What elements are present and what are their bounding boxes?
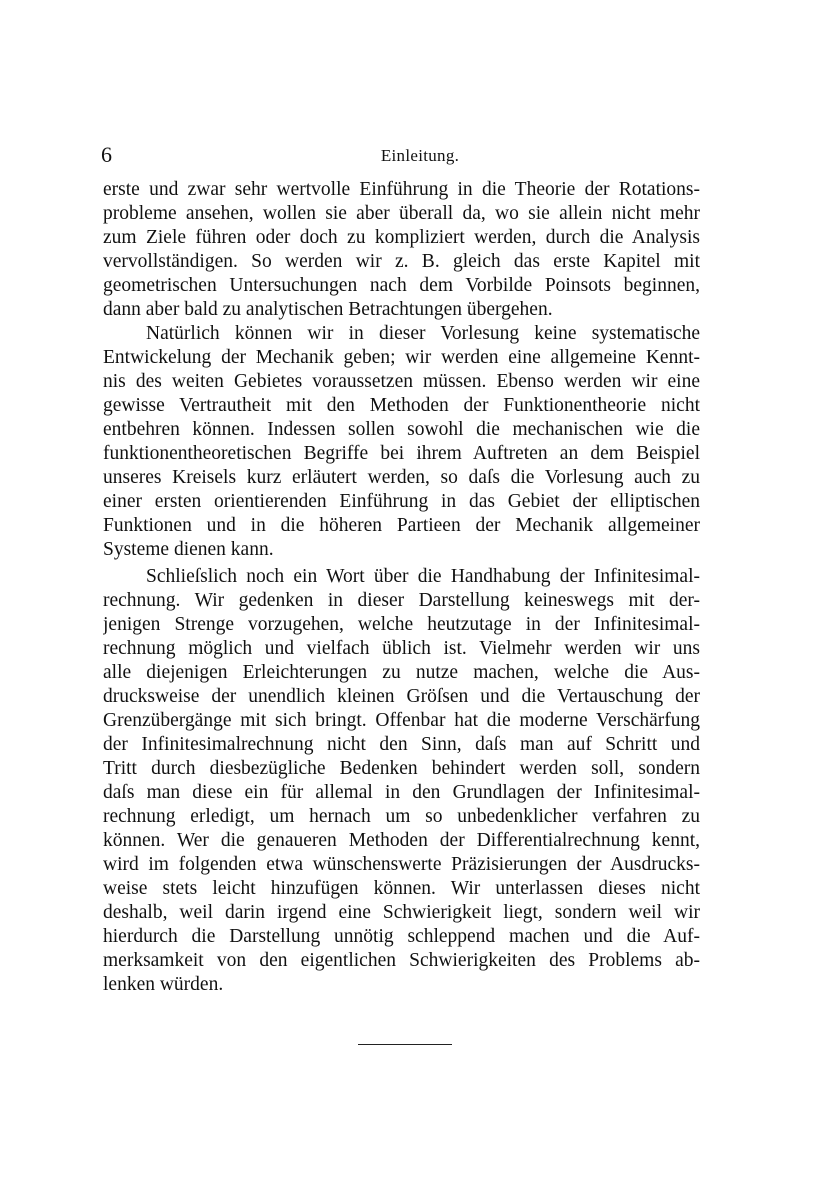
text-line: erste und zwar sehr wertvolle Einführung in die Theorie der Rotations-: [103, 179, 700, 200]
text-line: jenigen Strenge vorzugehen, welche heutzutage in der Infinitesimal-: [103, 614, 700, 635]
text-line: merksamkeit von den eigentlichen Schwierigkeiten des Problems ab-: [103, 950, 700, 971]
text-line: unseres Kreisels kurz erläutert werden, so daſs die Vorlesung auch zu: [103, 467, 700, 488]
text-line: drucksweise der unendlich kleinen Gröſsen und die Vertauschung der: [103, 686, 700, 707]
text-line: weise stets leicht hinzufügen können. Wir unterlassen dieses nicht: [103, 878, 700, 899]
text-line: entbehren können. Indessen sollen sowohl die mechanischen wie die: [103, 419, 700, 440]
text-line: der Infinitesimalrechnung nicht den Sinn, daſs man auf Schritt und: [103, 734, 700, 755]
text-line: rechnung möglich und vielfach üblich ist. Vielmehr werden wir uns: [103, 638, 700, 659]
text-line: Tritt durch diesbezügliche Bedenken behindert werden soll, sondern: [103, 758, 700, 779]
text-line: zum Ziele führen oder doch zu kompliziert werden, durch die Analysis: [103, 227, 700, 248]
text-line: geometrischen Untersuchungen nach dem Vorbilde Poinsots beginnen,: [103, 275, 700, 296]
text-line: gewisse Vertrautheit mit den Methoden der Funktionentheorie nicht: [103, 395, 700, 416]
text-line: rechnung. Wir gedenken in dieser Darstellung keineswegs mit der-: [103, 590, 700, 611]
text-line: lenken würden.: [103, 974, 224, 995]
text-line: Grenzübergänge mit sich bringt. Offenbar hat die moderne Verschärfung: [103, 710, 700, 731]
text-line: funktionentheoretischen Begriffe bei ihrem Auftreten an dem Beispiel: [103, 443, 700, 464]
text-line: Entwickelung der Mechanik geben; wir werden eine allgemeine Kennt-: [103, 347, 700, 368]
text-line: wird im folgenden etwa wünschenswerte Präzisierungen der Ausdrucks-: [103, 854, 700, 875]
text-line: hierdurch die Darstellung unnötig schleppend machen und die Auf-: [103, 926, 700, 947]
running-head: Einleitung.: [380, 146, 460, 165]
end-rule: [358, 1044, 452, 1045]
text-line: alle diejenigen Erleichterungen zu nutze machen, welche die Aus-: [103, 662, 700, 683]
page-number: 6: [101, 142, 112, 167]
text-line: Systeme dienen kann.: [103, 539, 274, 560]
text-line: dann aber bald zu analytischen Betrachtungen übergehen.: [103, 299, 553, 320]
text-line: rechnung erledigt, um hernach um so unbedenklicher verfahren zu: [103, 806, 700, 827]
text-line: vervollständigen. So werden wir z. B. gleich das erste Kapitel mit: [103, 251, 700, 272]
text-line: können. Wer die genaueren Methoden der Differentialrechnung kennt,: [103, 830, 700, 851]
text-line: probleme ansehen, wollen sie aber überall da, wo sie allein nicht mehr: [103, 203, 700, 224]
text-line: Natürlich können wir in dieser Vorlesung keine systematische: [146, 323, 700, 344]
text-line: nis des weiten Gebietes voraussetzen müssen. Ebenso werden wir eine: [103, 371, 700, 392]
text-line: daſs man diese ein für allemal in den Grundlagen der Infinitesimal-: [103, 782, 700, 803]
text-line: deshalb, weil darin irgend eine Schwierigkeit liegt, sondern weil wir: [103, 902, 700, 923]
text-line: Funktionen und in die höheren Partieen der Mechanik allgemeiner: [103, 515, 700, 536]
text-line: Schlieſslich noch ein Wort über die Handhabung der Infinitesimal-: [146, 566, 700, 587]
text-line: einer ersten orientierenden Einführung in das Gebiet der elliptischen: [103, 491, 700, 512]
